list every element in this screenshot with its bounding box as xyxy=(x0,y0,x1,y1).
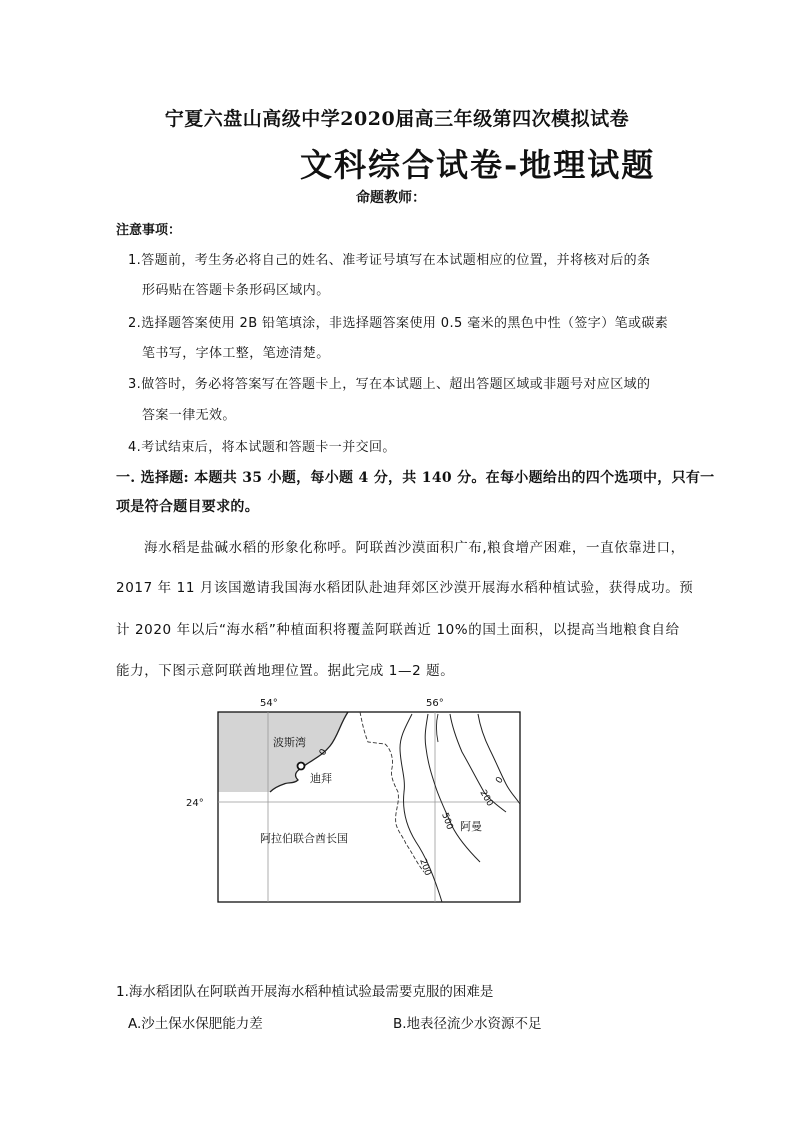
section-heading-line-1: 一. 选择题: 本题共 35 小题，每小题 4 分，共 140 分。在每小题给出的四个选项中，只有一 xyxy=(116,470,715,486)
dubai-label: 迪拜 xyxy=(310,772,332,785)
section-heading-line-2: 项是符合题目要求的。 xyxy=(116,499,259,515)
notice-line-6: 答案一律无效。 xyxy=(142,408,236,423)
contour-500-label: 500 xyxy=(439,811,455,832)
contour-0-label-west: 0 xyxy=(317,747,330,758)
contour-200-west xyxy=(400,714,442,902)
question-1-stem: 1.海水稻团队在阿联酋开展海水稻种植试验最需要克服的困难是 xyxy=(116,984,494,1000)
question-1-option-b[interactable]: B.地表径流少水资源不足 xyxy=(393,1016,542,1032)
passage-line-2: 2017 年 11 月该国邀请我国海水稻团队赴迪拜郊区沙漠开展海水稻种植试验，获得成功。预 xyxy=(116,580,694,596)
passage-line-4: 能力，下图示意阿联酋地理位置。据此完成 1—2 题。 xyxy=(116,663,455,679)
uae-label: 阿拉伯联合酋长国 xyxy=(260,832,348,845)
notice-line-2: 形码贴在答题卡条形码区域内。 xyxy=(142,283,330,298)
persian-gulf-label: 波斯湾 xyxy=(273,736,306,749)
notice-line-4: 笔书写，字体工整，笔迹清楚。 xyxy=(142,346,330,361)
uae-oman-border xyxy=(360,712,424,872)
question-setter: 命题教师： xyxy=(356,190,426,206)
notice-heading: 注意事项： xyxy=(116,223,182,238)
contour-0-label-east: 0 xyxy=(494,775,506,786)
oman-label: 阿曼 xyxy=(460,820,482,833)
contour-200-label-east: 200 xyxy=(477,788,495,809)
oman-inner-line xyxy=(437,714,439,742)
lon-56-label: 56° xyxy=(426,698,444,709)
notice-line-3: 2.选择题答案使用 2B 铅笔填涂，非选择题答案使用 0.5 毫米的黑色中性（签字）笔或碳素 xyxy=(128,316,669,331)
lon-54-label: 54° xyxy=(260,698,278,709)
exam-title: 文科综合试卷-地理试题 xyxy=(300,146,656,184)
passage-line-3: 计 2020 年以后“海水稻”种植面积将覆盖阿联酋近 10%的国土面积，以提高当地粮食自给 xyxy=(116,622,680,638)
dubai-marker xyxy=(298,763,305,770)
contour-500 xyxy=(425,714,480,862)
question-1-option-a[interactable]: A.沙土保水保肥能力差 xyxy=(128,1016,263,1032)
lat-24-label: 24° xyxy=(186,798,204,809)
passage-line-1: 海水稻是盐碱水稻的形象化称呼。阿联酋沙漠面积广布,粮食增产困难，一直依靠进口， xyxy=(144,540,685,556)
notice-line-1: 1.答题前，考生务必将自己的姓名、准考证号填写在本试题相应的位置，并将核对后的条 xyxy=(128,253,651,268)
contour-200-label-west: 200 xyxy=(417,857,433,878)
contour-200-east xyxy=(450,714,506,812)
notice-line-5: 3.做答时，务必将答案写在答题卡上，写在本试题上、超出答题区域或非题号对应区域的 xyxy=(128,377,651,392)
uae-location-map xyxy=(180,692,540,912)
school-title: 宁夏六盘山高级中学2020届高三年级第四次模拟试卷 xyxy=(164,108,630,130)
notice-line-7: 4.考试结束后，将本试题和答题卡一并交回。 xyxy=(128,440,396,455)
